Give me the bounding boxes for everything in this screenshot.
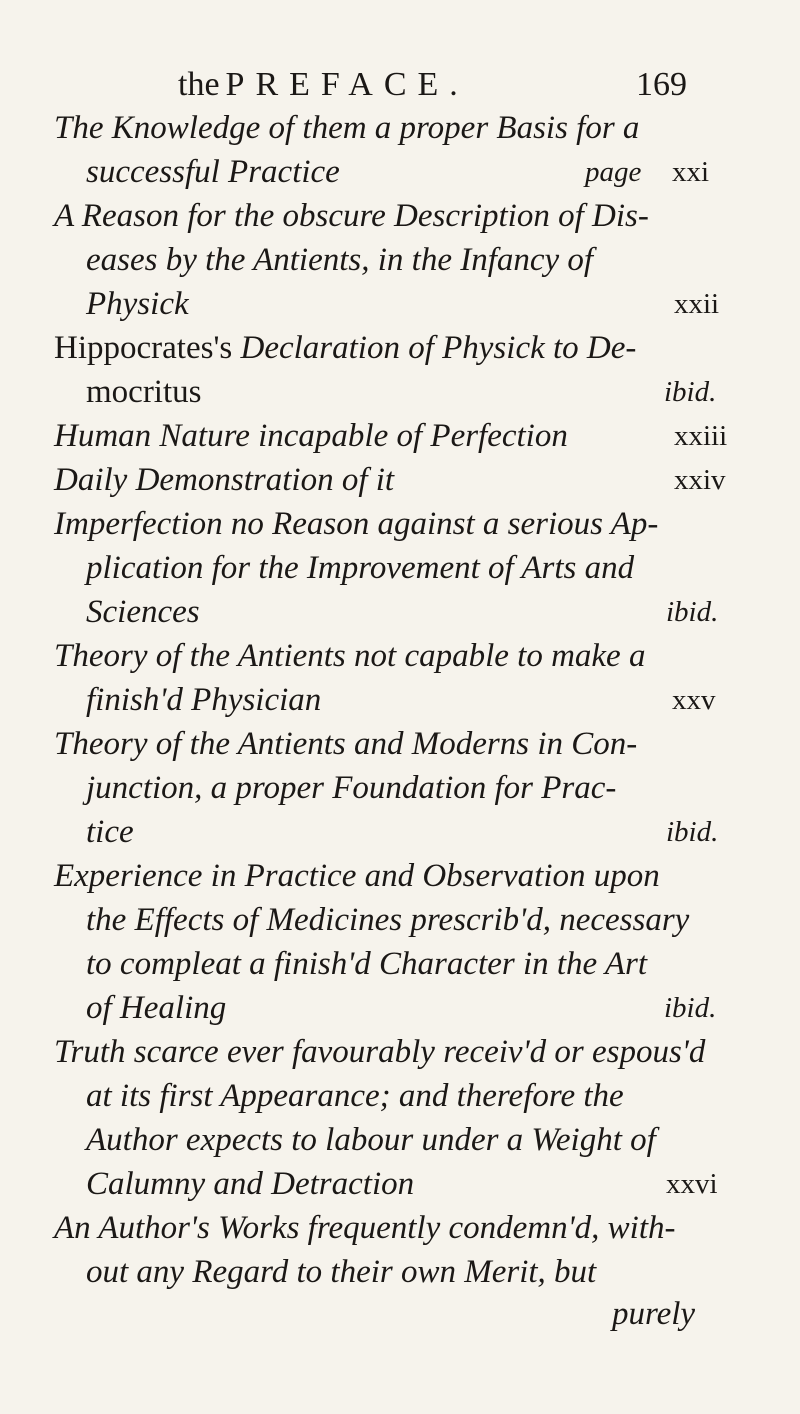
page-ref: ibid. bbox=[664, 376, 717, 408]
header-preface: PREFACE. bbox=[225, 66, 469, 103]
entry-line: Physick bbox=[86, 286, 189, 322]
catchword: purely bbox=[612, 1296, 696, 1332]
header-prefix: the bbox=[178, 66, 220, 103]
entry-line: junction, a proper Foundation for Prac- bbox=[86, 770, 617, 806]
entry-line: Truth scarce ever favourably receiv'd or espous'd bbox=[54, 1034, 706, 1070]
entry-line: Sciences bbox=[86, 594, 200, 630]
page-ref: xxiii bbox=[674, 420, 728, 452]
page-ref: xxvi bbox=[666, 1168, 718, 1200]
page-ref: xxi bbox=[672, 156, 710, 188]
entry-line: plication for the Improvement of Arts and bbox=[86, 550, 635, 586]
page-ref: ibid. bbox=[666, 816, 719, 848]
entry-line: of Healing bbox=[86, 990, 227, 1026]
page-ref: ibid. bbox=[664, 992, 717, 1024]
entry-line: Author expects to labour under a Weight of bbox=[86, 1122, 656, 1158]
entry-line: mocritus bbox=[86, 374, 202, 410]
entry-line: out any Regard to their own Merit, but bbox=[86, 1254, 597, 1290]
entry-line: Theory of the Antients not capable to make a bbox=[54, 638, 646, 674]
header-title bbox=[178, 66, 469, 104]
page-ref: ibid. bbox=[666, 596, 719, 628]
page-label: page bbox=[585, 156, 642, 188]
entry-line: The Knowledge of them a proper Basis for a bbox=[54, 110, 640, 146]
entry-line: to compleat a finish'd Character in the Art bbox=[86, 946, 647, 982]
entry-line bbox=[54, 328, 636, 368]
entry-line: Daily Demonstration of it bbox=[54, 462, 395, 498]
page-ref: xxii bbox=[674, 288, 720, 320]
entry-line: Experience in Practice and Observation upon bbox=[54, 858, 660, 894]
entry-text: Declaration of Physick to De- bbox=[240, 330, 637, 366]
entry-line: Calumny and Detraction bbox=[86, 1166, 415, 1202]
header-page-number: 169 bbox=[636, 66, 687, 103]
entry-line: eases by the Antients, in the Infancy of bbox=[86, 242, 594, 278]
entry-roman-word: Hippocrates's bbox=[54, 330, 233, 366]
entry-line: successful Practice bbox=[86, 154, 340, 190]
running-header bbox=[0, 66, 800, 106]
entry-line: Human Nature incapable of Perfection bbox=[54, 418, 568, 454]
entry-line: Theory of the Antients and Moderns in Con- bbox=[54, 726, 638, 762]
page-ref: xxiv bbox=[674, 464, 726, 496]
entry-line: at its first Appearance; and therefore the bbox=[86, 1078, 624, 1114]
entry-line: finish'd Physician bbox=[86, 682, 322, 718]
page-ref: xxv bbox=[672, 684, 716, 716]
entry-line: A Reason for the obscure Description of Dis- bbox=[54, 198, 649, 234]
entry-line: An Author's Works frequently condemn'd, with- bbox=[54, 1210, 676, 1246]
entry-line: Imperfection no Reason against a serious Ap- bbox=[54, 506, 659, 542]
entry-line: the Effects of Medicines prescrib'd, necessary bbox=[86, 902, 690, 938]
entry-line: tice bbox=[86, 814, 134, 850]
